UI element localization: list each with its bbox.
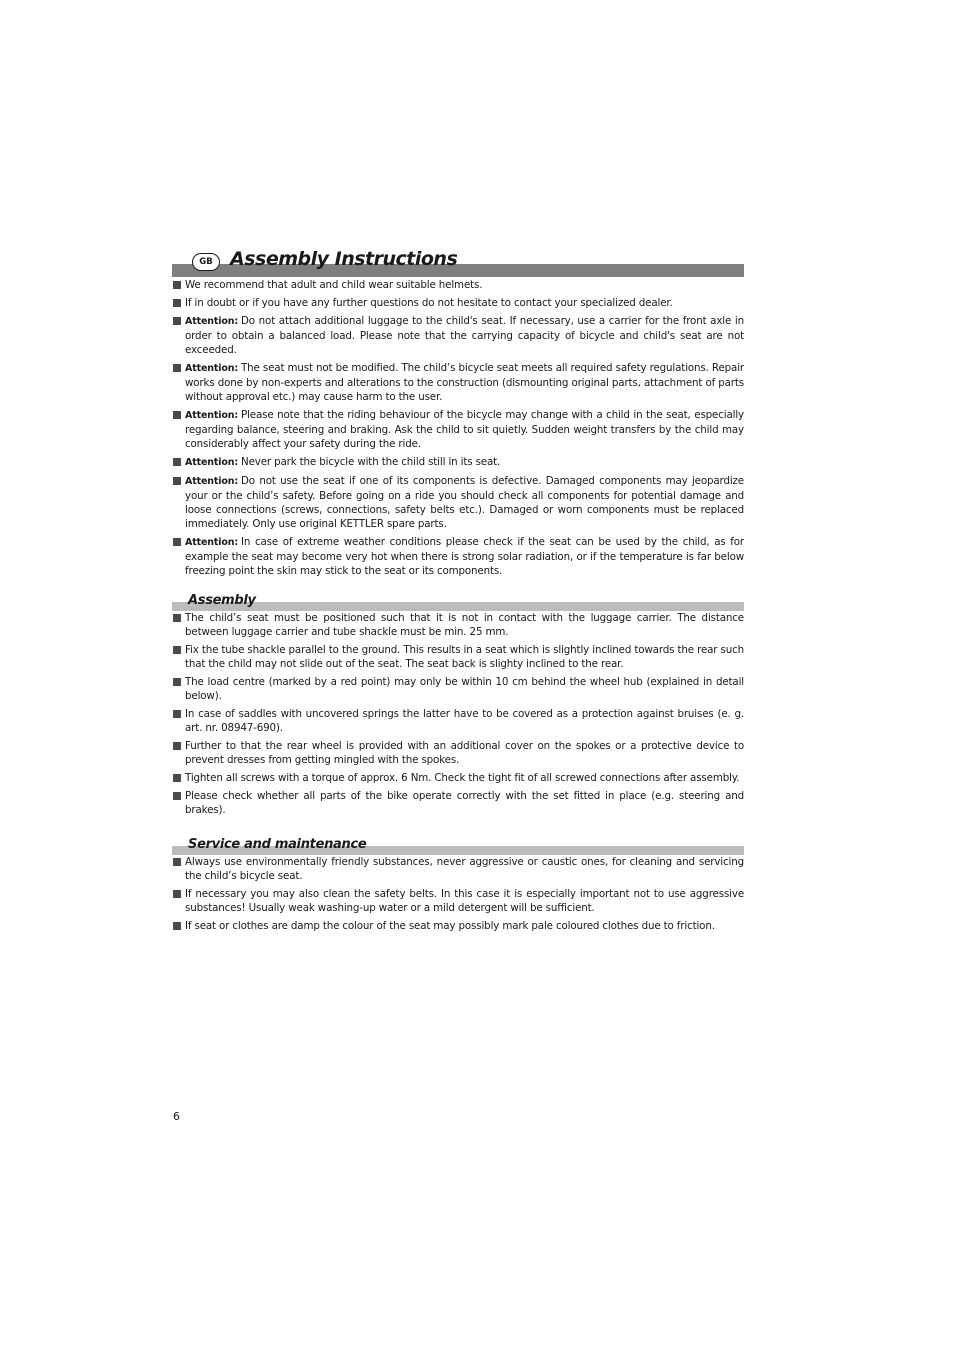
list-item [172, 771, 744, 785]
list-item [172, 296, 744, 310]
square-bullet-icon [173, 411, 181, 419]
square-bullet-icon [173, 678, 181, 686]
attention-label: Attention: [185, 537, 239, 548]
square-bullet-icon [173, 614, 181, 622]
page-header [172, 248, 744, 278]
list-item [172, 278, 744, 292]
page-number: 6 [173, 1110, 180, 1123]
item-text: If necessary you may also clean the safety belts. In this case it is especially important not to use aggressive substances! Usually weak washing-up water or a mild detergent will be sufficient. [185, 888, 744, 914]
square-bullet-icon [173, 922, 181, 930]
attention-label: Attention: [185, 363, 239, 374]
page-title: Assembly Instructions [230, 248, 458, 270]
list-item [172, 675, 744, 703]
square-bullet-icon [173, 710, 181, 718]
item-text: The seat must not be modified. The child’s bicycle seat meets all required safety regulations. Repair works done by non-experts and alterations to the construction (dismounting original parts, attachment of parts without approval etc.) may cause harm to the user. [185, 362, 744, 403]
list-item [172, 707, 744, 735]
list-item [172, 474, 744, 531]
item-text: Tighten all screws with a torque of approx. 6 Nm. Check the tight fit of all screwed connections after assembly. [185, 772, 740, 784]
intro-list [172, 278, 744, 578]
service-list [172, 855, 744, 933]
item-text: In case of extreme weather conditions please check if the seat can be used by the child, as for example the seat may become very hot when there is strong solar radiation, or if the temperature is far below freezing point the skin may stick to the seat or its components. [185, 536, 744, 577]
square-bullet-icon [173, 774, 181, 782]
square-bullet-icon [173, 317, 181, 325]
item-text: In case of saddles with uncovered springs the latter have to be covered as a protection against bruises (e. g. art. nr. 08947-690). [185, 708, 744, 734]
square-bullet-icon [173, 364, 181, 372]
square-bullet-icon [173, 538, 181, 546]
square-bullet-icon [173, 281, 181, 289]
list-item [172, 535, 744, 578]
assembly-title: Assembly [188, 593, 256, 608]
item-text: Please check whether all parts of the bike operate correctly with the set fitted in place (e.g. steering and brakes). [185, 790, 744, 816]
square-bullet-icon [173, 299, 181, 307]
item-text: Further to that the rear wheel is provided with an additional cover on the spokes or a protective device to prevent dresses from getting mingled with the spokes. [185, 740, 744, 766]
item-text: The load centre (marked by a red point) may only be within 10 cm behind the wheel hub (explained in detail below). [185, 676, 744, 702]
service-title: Service and maintenance [188, 837, 367, 852]
list-item [172, 361, 744, 404]
assembly-list [172, 611, 744, 817]
list-item [172, 887, 744, 915]
square-bullet-icon [173, 890, 181, 898]
list-item [172, 739, 744, 767]
service-section-header [172, 837, 744, 855]
square-bullet-icon [173, 792, 181, 800]
page-content [172, 248, 744, 937]
item-text: The child’s seat must be positioned such that it is not in contact with the luggage carrier. The distance between luggage carrier and tube shackle must be min. 25 mm. [185, 612, 744, 638]
assembly-section-header [172, 593, 744, 611]
square-bullet-icon [173, 646, 181, 654]
attention-label: Attention: [185, 476, 239, 487]
item-text: Fix the tube shackle parallel to the ground. This results in a seat which is slightly inclined towards the rear such that the child may not slide out of the seat. The seat back is slighty inclined to the rear. [185, 644, 744, 670]
section-bar [172, 602, 744, 611]
list-item [172, 643, 744, 671]
list-item [172, 314, 744, 357]
item-text: If in doubt or if you have any further questions do not hesitate to contact your specialized dealer. [185, 297, 673, 309]
language-badge: GB [192, 253, 220, 271]
item-text: Always use environmentally friendly substances, never aggressive or caustic ones, for cleaning and servicing the child’s bicycle seat. [185, 856, 744, 882]
item-text: Do not attach additional luggage to the child's seat. If necessary, use a carrier for the front axle in order to obtain a balanced load. Please note that the carrying capacity of bicycle and child's seat are not exceeded. [185, 315, 744, 356]
list-item [172, 455, 744, 470]
list-item [172, 408, 744, 451]
item-text: Never park the bicycle with the child still in its seat. [241, 456, 501, 468]
list-item [172, 789, 744, 817]
square-bullet-icon [173, 477, 181, 485]
list-item [172, 611, 744, 639]
attention-label: Attention: [185, 410, 239, 421]
square-bullet-icon [173, 458, 181, 466]
item-text: We recommend that adult and child wear suitable helmets. [185, 279, 483, 291]
attention-label: Attention: [185, 316, 239, 327]
attention-label: Attention: [185, 457, 239, 468]
square-bullet-icon [173, 742, 181, 750]
list-item [172, 855, 744, 883]
item-text: If seat or clothes are damp the colour of the seat may possibly mark pale coloured clothes due to friction. [185, 920, 715, 932]
item-text: Do not use the seat if one of its components is defective. Damaged components may jeopardize your or the child’s safety. Before going on a ride you should check all components for potential damage and loose connections (screws, connections, safety belts etc.). Damaged or worn components must be replaced immediately. Only use original KETTLER spare parts. [185, 475, 744, 530]
list-item [172, 919, 744, 933]
square-bullet-icon [173, 858, 181, 866]
item-text: Please note that the riding behaviour of the bicycle may change with a child in the seat, especially regarding balance, steering and braking. Ask the child to sit quietly. Sudden weight transfers by the child may considerably affect your safety during the ride. [185, 409, 744, 450]
